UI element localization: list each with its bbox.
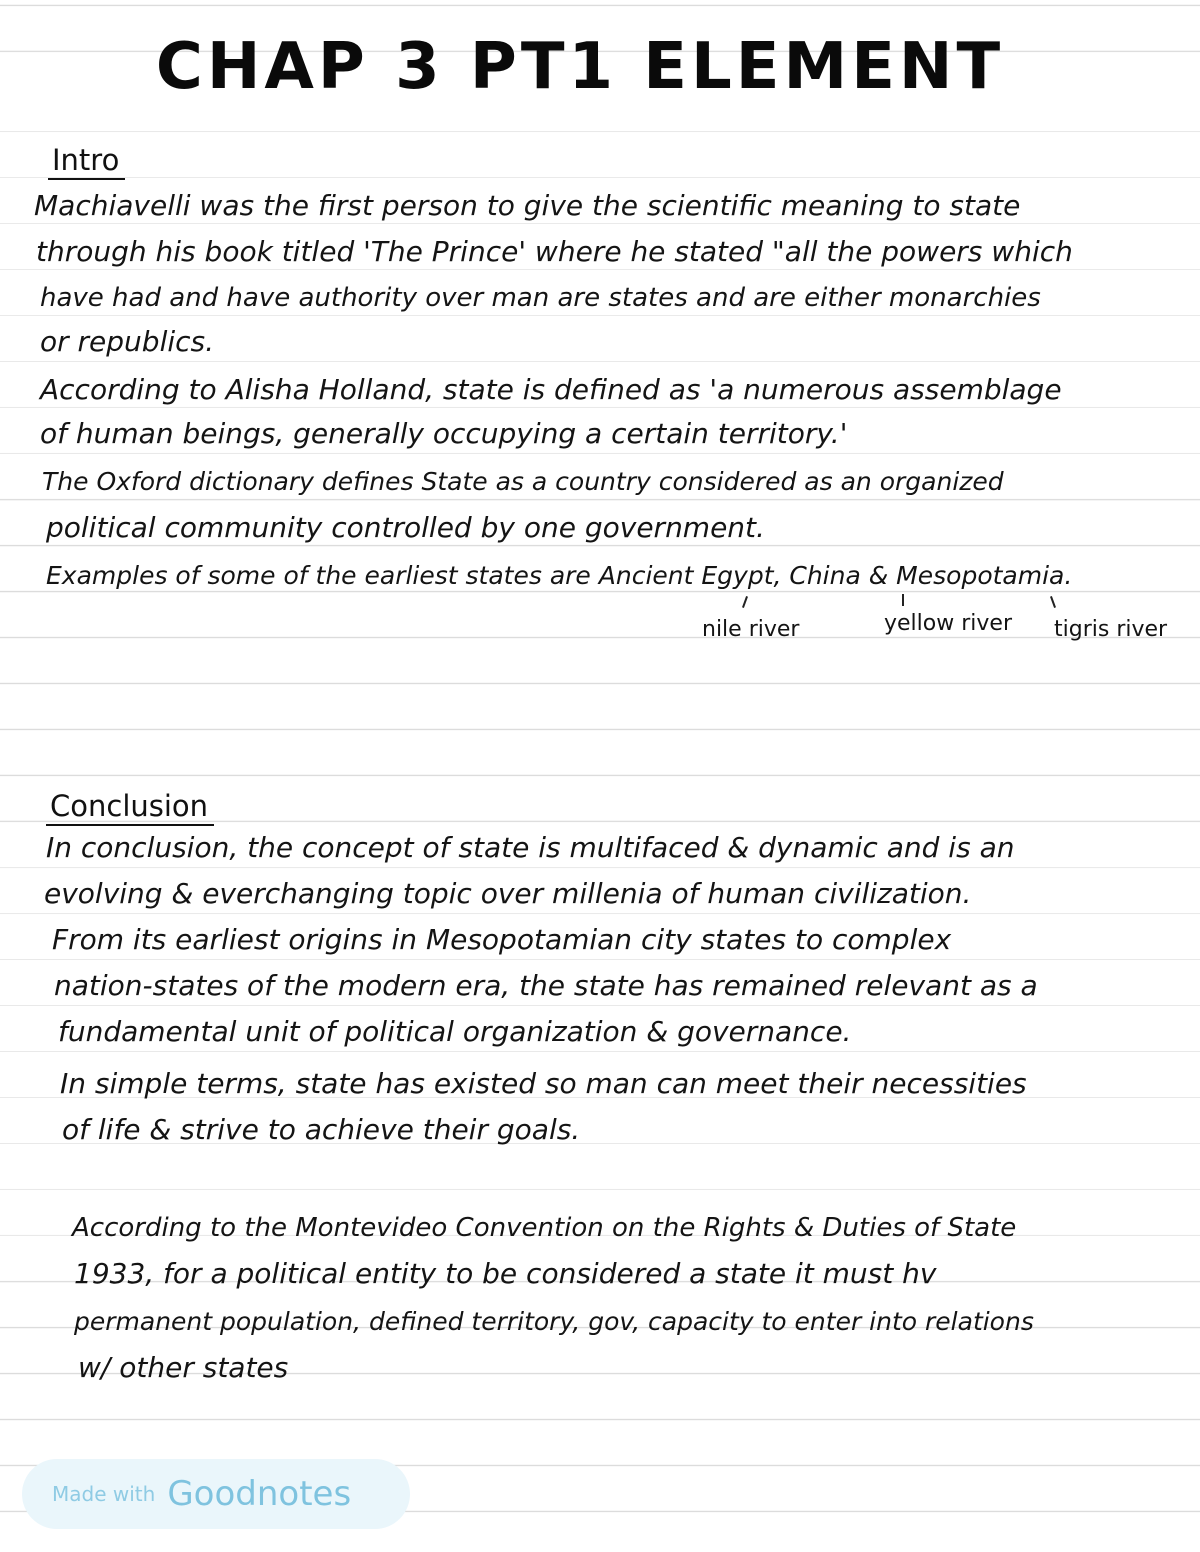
conclusion-line: fundamental unit of political organization & governance. (58, 1015, 852, 1048)
made-with-label: Made with (52, 1482, 156, 1506)
conclusion-line: From its earliest origins in Mesopotamian city states to complex (52, 923, 952, 956)
annotation-tick (742, 596, 748, 608)
intro-line: political community controlled by one government. (46, 511, 765, 544)
intro-heading: Intro (48, 142, 125, 180)
annotation-yellow-river: yellow river (884, 611, 1012, 636)
conclusion-line: w/ other states (78, 1351, 289, 1384)
conclusion-heading: Conclusion (46, 788, 214, 826)
page-title: CHAP 3 PT1 ELEMENT (155, 30, 1005, 104)
conclusion-line: nation-states of the modern era, the state has remained relevant as a (54, 969, 1038, 1002)
conclusion-line: permanent population, defined territory, gov, capacity to enter into relations (74, 1307, 1034, 1336)
intro-line: Machiavelli was the first person to give the scientific meaning to state (34, 189, 1021, 222)
intro-line: According to Alisha Holland, state is defined as 'a numerous assemblage (40, 373, 1062, 406)
conclusion-line: evolving & everchanging topic over millenia of human civilization. (44, 877, 972, 910)
intro-line: through his book titled 'The Prince' where he stated "all the powers which (36, 235, 1073, 268)
annotation-nile-river: nile river (702, 617, 800, 642)
intro-line: have had and have authority over man are states and are either monarchies (40, 283, 1041, 313)
annotation-tigris-river: tigris river (1054, 617, 1168, 642)
conclusion-line: In simple terms, state has existed so man can meet their necessities (60, 1067, 1027, 1100)
conclusion-line: of life & strive to achieve their goals. (62, 1113, 581, 1146)
intro-line: of human beings, generally occupying a certain territory.' (40, 417, 848, 450)
annotation-tick (1050, 596, 1056, 608)
conclusion-line: According to the Montevideo Convention on the Rights & Duties of State (72, 1213, 1017, 1243)
goodnotes-badge[interactable] (22, 1459, 410, 1529)
conclusion-line: In conclusion, the concept of state is multifaced & dynamic and is an (46, 831, 1015, 864)
intro-line: The Oxford dictionary defines State as a country considered as an organized (42, 467, 1004, 496)
goodnotes-logo: Goodnotes (167, 1474, 352, 1514)
annotation-tick (902, 594, 904, 606)
conclusion-line: 1933, for a political entity to be considered a state it must hv (74, 1257, 937, 1290)
intro-line: Examples of some of the earliest states are Ancient Egypt, China & Mesopotamia. (46, 561, 1073, 590)
intro-line: or republics. (40, 325, 215, 358)
